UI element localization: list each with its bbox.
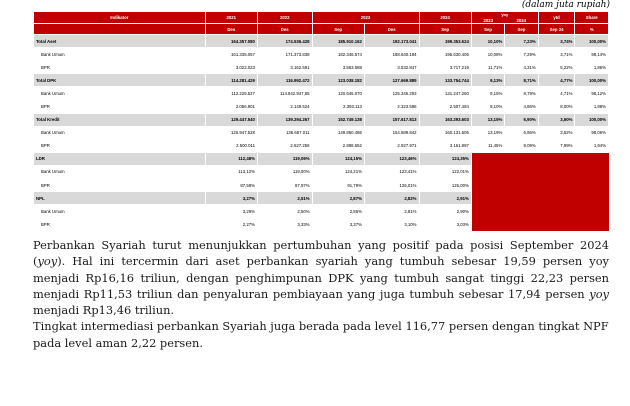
empty-cell	[505, 152, 538, 165]
table-cell: 4,77%	[538, 74, 575, 87]
table-cell: 126,01%	[364, 179, 419, 192]
empty-cell	[471, 192, 504, 205]
table-cell: 1,94%	[575, 139, 609, 152]
table-cell: 3.162.591	[257, 61, 312, 74]
table-cell: 136.667.011	[257, 126, 312, 139]
table-cell: 3.717.219	[419, 61, 471, 74]
header-yoy-2024: 2024	[516, 18, 527, 23]
table-cell: 4,86%	[505, 100, 538, 113]
paragraph-text: Perbankan Syariah turut menunjukkan pertumbuhan yang positif pada posisi September 2024 (	[33, 238, 609, 269]
header-2023: 2023	[312, 12, 419, 24]
empty-cell	[505, 192, 538, 205]
table-cell: 2,51%	[257, 192, 312, 205]
body-text	[33, 237, 609, 351]
unit-note: (dalam juta rupiah)	[521, 0, 610, 10]
table-row	[34, 179, 609, 192]
table-cell: 119,00%	[257, 165, 312, 178]
row-label: BPR	[34, 100, 206, 113]
empty-cell	[575, 179, 609, 192]
table-cell: 133.754.744	[419, 74, 471, 87]
table-cell: 3,71%	[538, 48, 575, 61]
table-row	[34, 100, 609, 113]
table-cell: 171.373.838	[257, 48, 312, 61]
table-cell: 2,90%	[419, 205, 471, 218]
table-cell: 10,10%	[471, 35, 504, 48]
table-cell: 9,13%	[471, 74, 504, 87]
row-label: Total Aset	[34, 35, 206, 48]
empty-cell	[538, 205, 575, 218]
table-cell: 2.507.484	[419, 100, 471, 113]
table-row	[34, 74, 609, 87]
table-cell: 9,09%	[505, 139, 538, 152]
empty-cell	[471, 205, 504, 218]
empty-cell	[471, 165, 504, 178]
table-cell: 112.225.527	[205, 87, 257, 100]
table-cell: 5,22%	[538, 61, 575, 74]
row-label: Total DPK	[34, 74, 206, 87]
table-cell: 7,23%	[505, 35, 538, 48]
table-cell: 139.294.267	[257, 113, 312, 126]
table-cell: 6,86%	[505, 126, 538, 139]
table-cell: 3,27%	[205, 192, 257, 205]
empty-cell	[575, 205, 609, 218]
table-cell: 127.669.889	[364, 74, 419, 87]
table-cell: 112,48%	[205, 152, 257, 165]
row-label: Bank Umum	[34, 48, 206, 61]
table-cell: 116.992.472	[257, 74, 312, 87]
banking-indicators-table	[33, 11, 609, 231]
table-cell: 124,35%	[419, 152, 471, 165]
empty-cell	[575, 165, 609, 178]
table-row	[34, 35, 609, 48]
row-label: Bank Umum	[34, 165, 206, 178]
table-cell: 98,14%	[575, 48, 609, 61]
table-cell: 152.749.138	[312, 113, 364, 126]
table-cell: 100,00%	[575, 74, 609, 87]
header-row-months	[34, 24, 609, 35]
table-cell: 188.640.194	[364, 48, 419, 61]
row-label: Bank Umum	[34, 126, 206, 139]
table-cell: 3,33%	[257, 218, 312, 231]
table-cell: 98,12%	[575, 87, 609, 100]
row-label: BPR	[34, 61, 206, 74]
row-label: Total Kredit	[34, 113, 206, 126]
table-cell: 11,45%	[471, 139, 504, 152]
table-row	[34, 139, 609, 152]
table-cell: 3,37%	[312, 218, 364, 231]
row-label: Bank Umum	[34, 87, 206, 100]
table-cell: 2,82%	[364, 192, 419, 205]
empty-cell	[575, 152, 609, 165]
table-cell: 3,10%	[364, 218, 419, 231]
table-cell: 2,27%	[205, 218, 257, 231]
empty-cell	[471, 179, 504, 192]
table-cell: 185.910.162	[312, 35, 364, 48]
table-cell: 122,01%	[419, 165, 471, 178]
header-month: Des	[205, 24, 257, 35]
table-cell: 98,06%	[575, 126, 609, 139]
table-cell: 114.842.947,65	[257, 87, 312, 100]
row-label: BPR	[34, 218, 206, 231]
header-month: Sep	[312, 24, 364, 35]
table-cell: 8,10%	[471, 100, 504, 113]
header-yoy: yoy	[501, 12, 509, 17]
header-share: Share	[575, 12, 609, 24]
table-cell: 157.617.813	[364, 113, 419, 126]
paragraph-emphasis: yoy	[589, 286, 609, 301]
header-ytd: ytd	[538, 12, 575, 24]
table-cell: 3,03%	[419, 218, 471, 231]
table-row	[34, 113, 609, 126]
table-cell: 7,99%	[538, 139, 575, 152]
table-cell: 2,81%	[364, 205, 419, 218]
table-row	[34, 165, 609, 178]
table-cell: 1,86%	[575, 61, 609, 74]
table-cell: 2.898.652	[312, 139, 364, 152]
table-row	[34, 205, 609, 218]
table-cell: 3.563.588	[312, 61, 364, 74]
table-cell: 114.281.429	[205, 74, 257, 87]
empty-cell	[538, 152, 575, 165]
paragraph-text: menjadi Rp13,46 triliun.	[33, 303, 175, 318]
paragraph-intermediation: Tingkat intermediasi perbankan Syariah juga berada pada level 116,77 persen dengan tingkat NPF pada level aman 2,22 persen.	[33, 319, 609, 350]
table-row	[34, 192, 609, 205]
row-label: NPL	[34, 192, 206, 205]
table-cell: 3,60%	[538, 113, 575, 126]
row-label: BPR	[34, 139, 206, 152]
table-cell: 10,08%	[471, 48, 504, 61]
header-month: Sep	[505, 24, 538, 35]
table-cell: 8,00%	[538, 100, 575, 113]
table-cell: 2.627.256	[257, 139, 312, 152]
header-month: Des	[364, 24, 419, 35]
table-cell: 3,52%	[538, 126, 575, 139]
table-cell: 126.947.528	[205, 126, 257, 139]
table-cell: 192.173.041	[364, 35, 419, 48]
table-cell: 1,88%	[575, 100, 609, 113]
table-cell: 123,46%	[364, 152, 419, 165]
table-cell: 87,58%	[205, 179, 257, 192]
header-yoy-2023: 2023	[483, 18, 494, 23]
table-cell: 131.247.260	[419, 87, 471, 100]
table-cell: 2.500.011	[205, 139, 257, 152]
empty-cell	[538, 179, 575, 192]
empty-cell	[575, 218, 609, 231]
empty-cell	[505, 179, 538, 192]
table-cell: 199.353.624	[419, 35, 471, 48]
empty-cell	[575, 192, 609, 205]
table-cell: 2,50%	[257, 205, 312, 218]
table-cell: 160.131.605	[419, 126, 471, 139]
header-indikator: Indikator	[34, 12, 206, 24]
table-cell: 100,00%	[575, 35, 609, 48]
table-cell: 2.323.596	[364, 100, 419, 113]
table-cell: 119,06%	[257, 152, 312, 165]
header-month: Des	[257, 24, 312, 35]
empty-cell	[505, 205, 538, 218]
header-month: Sep	[419, 24, 471, 35]
table-cell: 3.022.023	[205, 61, 257, 74]
table-cell: 2,87%	[312, 192, 364, 205]
table-cell: 4,31%	[505, 61, 538, 74]
table-cell: 3.532.847	[364, 61, 419, 74]
table-cell: 124,21%	[312, 165, 364, 178]
table-cell: 6,90%	[505, 113, 538, 126]
table-cell: 8,79%	[505, 87, 538, 100]
table-cell: 149.850.486	[312, 126, 364, 139]
table-cell: 182.346.574	[312, 48, 364, 61]
header-blank	[34, 24, 206, 35]
table-cell: 2.927.971	[364, 139, 419, 152]
table-cell: 123,41%	[364, 165, 419, 178]
table-cell: 3,29%	[205, 205, 257, 218]
header-2021: 2021	[205, 12, 257, 24]
table-cell: 113,12%	[205, 165, 257, 178]
table-cell: 161.335.057	[205, 48, 257, 61]
table-cell: 123.038.182	[312, 74, 364, 87]
row-label: BPR	[34, 179, 206, 192]
empty-cell	[538, 165, 575, 178]
header-row-years	[34, 12, 609, 24]
table-row	[34, 218, 609, 231]
paragraph-text: ). Hal ini tercermin dari aset perbankan syariah yang tumbuh sebesar 19,59 persen yoy menjadi Rp16,16 triliun, dengan penghimpunan DPK yang tumbuh sangat tinggi 22,23 persen menjadi Rp11,53 triliun dan penyaluran pembiayaan yang juga tumbuh sebesar 17,94 persen	[33, 254, 609, 301]
table-cell: 126,00%	[419, 179, 471, 192]
table-cell: 125.346.293	[364, 87, 419, 100]
table-cell: 100,00%	[575, 113, 609, 126]
header-2022: 2022	[257, 12, 312, 24]
table-cell: 174.536.428	[257, 35, 312, 48]
table-cell: 2,86%	[312, 205, 364, 218]
table-cell: 7,29%	[505, 48, 538, 61]
table-cell: 2.393.113	[312, 100, 364, 113]
table-cell: 2.056.901	[205, 100, 257, 113]
table-cell: 124,15%	[312, 152, 364, 165]
row-label: Bank Umum	[34, 205, 206, 218]
header-2024: 2024	[419, 12, 471, 24]
table-row	[34, 61, 609, 74]
header-month: Sep 24	[538, 24, 575, 35]
table-cell: 11,71%	[471, 61, 504, 74]
row-label: LDR	[34, 152, 206, 165]
table-cell: 13,15%	[471, 113, 504, 126]
table-cell: 87,97%	[257, 179, 312, 192]
table-cell: 91,79%	[312, 179, 364, 192]
empty-cell	[471, 218, 504, 231]
table-cell: 8,71%	[505, 74, 538, 87]
empty-cell	[538, 218, 575, 231]
paragraph-emphasis: yoy	[37, 254, 58, 269]
empty-cell	[538, 192, 575, 205]
header-yoy-group	[471, 12, 538, 24]
header-month: %	[575, 24, 609, 35]
paragraph-growth	[33, 237, 609, 318]
table-cell: 13,19%	[471, 126, 504, 139]
table-row	[34, 48, 609, 61]
empty-cell	[505, 165, 538, 178]
table-cell: 2.149.524	[257, 100, 312, 113]
table-cell: 154.689.842	[364, 126, 419, 139]
table-cell: 120.645.070	[312, 87, 364, 100]
table-cell: 129.447.540	[205, 113, 257, 126]
table-row	[34, 126, 609, 139]
header-month: Sep	[471, 24, 504, 35]
table-row	[34, 87, 609, 100]
table-cell: 163.293.603	[419, 113, 471, 126]
table-cell: 9,15%	[471, 87, 504, 100]
table-cell: 164.357.080	[205, 35, 257, 48]
table-row	[34, 152, 609, 165]
table-cell: 3.161.997	[419, 139, 471, 152]
table-cell: 195.630.405	[419, 48, 471, 61]
empty-cell	[505, 218, 538, 231]
table-cell: 4,71%	[538, 87, 575, 100]
empty-cell	[471, 152, 504, 165]
table-cell: 3,74%	[538, 35, 575, 48]
table-cell: 2,91%	[419, 192, 471, 205]
